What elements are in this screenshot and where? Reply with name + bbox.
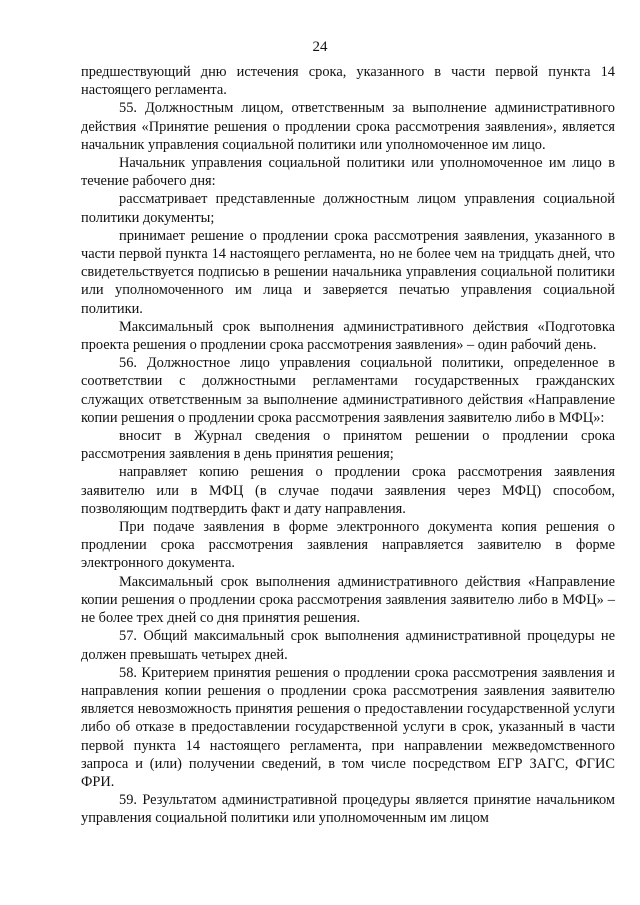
paragraph: 56. Должностное лицо управления социальной политики, определенное в соответствии с должностными регламентами государственных гражданских служащих ответственным за выполнение административного действия «Направление копии решения о продлении срока рассмотрения заявления заявителю либо в МФЦ»: (81, 355, 615, 426)
page-number: 24 (312, 39, 328, 55)
document-body (81, 63, 615, 828)
paragraph: Максимальный срок выполнения административного действия «Направление копии решения о продлении срока рассмотрения заявления заявителю либо в МФЦ» – не более трех дней со дня принятия решения. (81, 573, 615, 627)
paragraph: вносит в Журнал сведения о принятом решении о продлении срока рассмотрения заявления в день принятия решения; (81, 428, 615, 463)
paragraph: рассматривает представленные должностным лицом управления социальной политики документы; (81, 191, 615, 226)
paragraph: Начальник управления социальной политики или уполномоченное им лицо в течение рабочего дня: (81, 155, 615, 190)
paragraph: 55. Должностным лицом, ответственным за выполнение административного действия «Принятие решения о продлении срока рассмотрения заявления», является начальник управления социальной политики или уполномоченное им лицо. (81, 100, 615, 153)
paragraph: Максимальный срок выполнения административного действия «Подготовка проекта решения о продлении срока рассмотрения заявления» – один рабочий день. (81, 318, 615, 354)
paragraph: 58. Критерием принятия решения о продлении срока рассмотрения заявления и направления копии решения о продлении срока рассмотрения заявления заявителю является невозможность принятия решения о предоставлении государственной услуги либо об отказе в предоставлении государственной услуги в срок, указанный в части первой пункта 14 настоящего регламента, при направлении межведомственного запроса и (или) получении сведений, в том числе посредством ЕГР ЗАГС, ФГИС ФРИ. (81, 664, 615, 790)
paragraph: При подаче заявления в форме электронного документа копия решения о продлении срока рассмотрения заявления направляется заявителю в форме электронного документа. (81, 519, 615, 572)
paragraph: 57. Общий максимальный срок выполнения административной процедуры не должен превышать четырех дней. (81, 628, 615, 663)
paragraph: направляет копию решения о продлении срока рассмотрения заявления заявителю или в МФЦ (в случае подачи заявления через МФЦ) способом, позволяющим подтвердить факт и дату направления. (81, 464, 615, 517)
paragraph: 59. Результатом административной процедуры является принятие начальником управления социальной политики или уполномоченным им лицом (81, 792, 615, 827)
paragraph: предшествующий дню истечения срока, указанного в части первой пункта 14 настоящего регламента. (81, 64, 615, 99)
paragraph: принимает решение о продлении срока рассмотрения заявления, указанного в части первой пункта 14 настоящего регламента, но не более чем на тридцать дней, что свидетельствуется подписью в решении начальника управления социальной политики или уполномоченного им лица и заверяется печатью управления социальной политики. (81, 227, 615, 317)
